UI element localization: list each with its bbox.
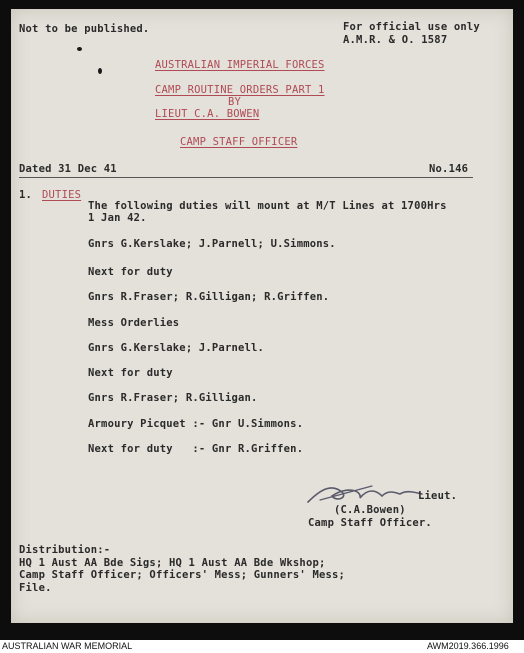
duty-line: Next for duty — [88, 367, 173, 379]
form-reference: A.M.R. & O. 1587 — [343, 34, 448, 46]
ink-speck — [98, 68, 102, 74]
section-number: 1. — [19, 189, 33, 201]
footer-source: AUSTRALIAN WAR MEMORIAL — [2, 641, 133, 651]
duty-line: Next for duty — [88, 266, 173, 278]
duty-line: Mess Orderlies — [88, 317, 180, 329]
signature-rank: Lieut. — [418, 490, 458, 502]
distribution-line-1: HQ 1 Aust AA Bde Sigs; HQ 1 Aust AA Bde Wkshop; — [19, 557, 326, 569]
title-line-3: BY — [228, 96, 242, 108]
duty-line: Next for duty :- Gnr R.Griffen. — [88, 443, 304, 455]
intro-line-1: The following duties will mount at M/T Lines at 1700Hrs — [88, 200, 447, 212]
title-line-4: LIEUT C.A. BOWEN — [155, 108, 260, 120]
document-page — [11, 9, 513, 623]
duty-line: Gnrs G.Kerslake; J.Parnell; U.Simmons. — [88, 238, 336, 250]
title-line-5: CAMP STAFF OFFICER — [180, 136, 298, 148]
distribution-line-3: File. — [19, 582, 52, 594]
duty-line: Gnrs R.Fraser; R.Gilligan. — [88, 392, 258, 404]
title-line-2: CAMP ROUTINE ORDERS PART 1 — [155, 84, 325, 96]
distribution-line-2: Camp Staff Officer; Officers' Mess; Gunners' Mess; — [19, 569, 346, 581]
official-use-note: For official use only — [343, 21, 480, 33]
title-line-1: AUSTRALIAN IMPERIAL FORCES — [155, 59, 325, 71]
section-heading: DUTIES — [42, 189, 82, 201]
footer-accession: AWM2019.366.1996 — [427, 641, 509, 651]
signature-name: (C.A.Bowen) — [334, 504, 406, 516]
not-published-note: Not to be published. — [19, 23, 150, 35]
distribution-label: Distribution:- — [19, 544, 111, 556]
signature-title: Camp Staff Officer. — [308, 517, 432, 529]
duty-line: Armoury Picquet :- Gnr U.Simmons. — [88, 418, 304, 430]
dated-line: Dated 31 Dec 41 — [19, 163, 117, 175]
header-rule — [19, 177, 473, 178]
duty-line: Gnrs R.Fraser; R.Gilligan; R.Griffen. — [88, 291, 330, 303]
intro-line-2: 1 Jan 42. — [88, 212, 147, 224]
order-number: No.146 — [429, 163, 469, 175]
ink-speck — [77, 47, 82, 51]
duty-line: Gnrs G.Kerslake; J.Parnell. — [88, 342, 265, 354]
